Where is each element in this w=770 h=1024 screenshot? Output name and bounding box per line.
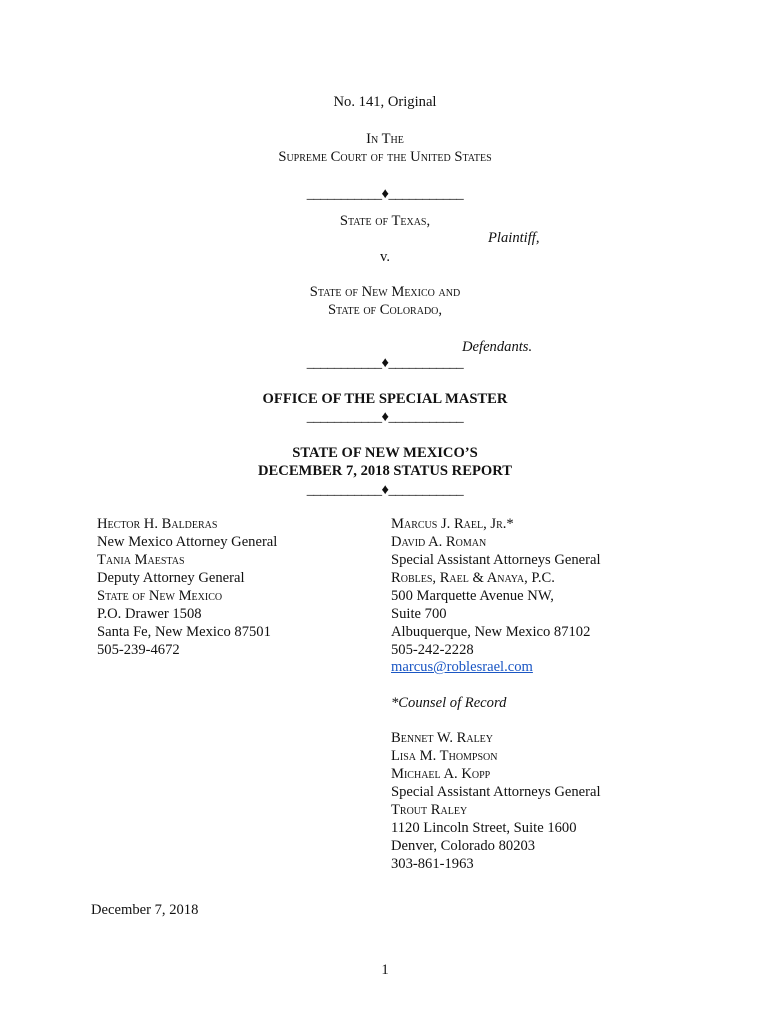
counsel-line: Santa Fe, New Mexico 87501 (97, 624, 271, 640)
counsel-line: Suite 700 (391, 606, 447, 622)
counsel-line: Special Assistant Attorneys General (391, 552, 601, 568)
defendant-line2: State of Colorado, (327, 302, 443, 318)
court-heading-line1: In The (366, 131, 404, 147)
counsel-line: Special Assistant Attorneys General (391, 784, 601, 800)
counsel-line: 1120 Lincoln Street, Suite 1600 (391, 820, 577, 836)
counsel-line: 500 Marquette Avenue NW, (391, 588, 554, 604)
counsel-email-link[interactable]: marcus@roblesrael.com (391, 659, 533, 675)
counsel-line: 505-242-2228 (391, 642, 474, 658)
case-number: No. 141, Original (333, 94, 437, 110)
counsel-line: State of New Mexico (97, 588, 223, 604)
plaintiff-name: State of Texas, (339, 213, 431, 229)
filing-date: December 7, 2018 (91, 902, 199, 918)
court-heading-line2: Supreme Court of the United States (278, 149, 492, 165)
counsel-line: Lisa M. Thompson (391, 748, 498, 764)
counsel-line: P.O. Drawer 1508 (97, 606, 202, 622)
defendant-role: Defendants. (462, 339, 533, 355)
counsel-line: Hector H. Balderas (97, 516, 218, 532)
plaintiff-role: Plaintiff, (488, 230, 540, 246)
counsel-line: Deputy Attorney General (97, 570, 245, 586)
counsel-block-right-secondary (391, 729, 601, 873)
counsel-line: 303-861-1963 (391, 856, 474, 872)
counsel-line: Tania Maestas (97, 552, 185, 568)
section-divider: ___________♦___________ (306, 355, 464, 371)
report-title-line1: STATE OF NEW MEXICO’S (292, 445, 478, 461)
counsel-line: New Mexico Attorney General (97, 534, 278, 550)
counsel-line: 505-239-4672 (97, 642, 180, 658)
versus: v. (380, 249, 390, 265)
counsel-line: David A. Roman (391, 534, 487, 550)
counsel-line: Trout Raley (391, 802, 468, 818)
counsel-line: Bennet W. Raley (391, 730, 494, 746)
office-heading: OFFICE OF THE SPECIAL MASTER (262, 391, 508, 407)
report-title-line2: DECEMBER 7, 2018 STATUS REPORT (258, 463, 512, 479)
counsel-block-right (391, 515, 601, 659)
counsel-block-left (97, 515, 277, 659)
page-number: 1 (381, 962, 389, 978)
defendant-line1: State of New Mexico and (309, 284, 461, 300)
counsel-line: Michael A. Kopp (391, 766, 491, 782)
counsel-line: Denver, Colorado 80203 (391, 838, 536, 854)
counsel-line: Robles, Rael & Anaya, P.C. (391, 570, 555, 586)
counsel-line: Marcus J. Rael, Jr.* (391, 516, 514, 532)
section-divider: ___________♦___________ (306, 409, 464, 425)
section-divider: ___________♦___________ (306, 186, 464, 202)
section-divider: ___________♦___________ (306, 482, 464, 498)
counsel-line: Albuquerque, New Mexico 87102 (391, 624, 591, 640)
counsel-of-record-note: *Counsel of Record (391, 695, 507, 711)
